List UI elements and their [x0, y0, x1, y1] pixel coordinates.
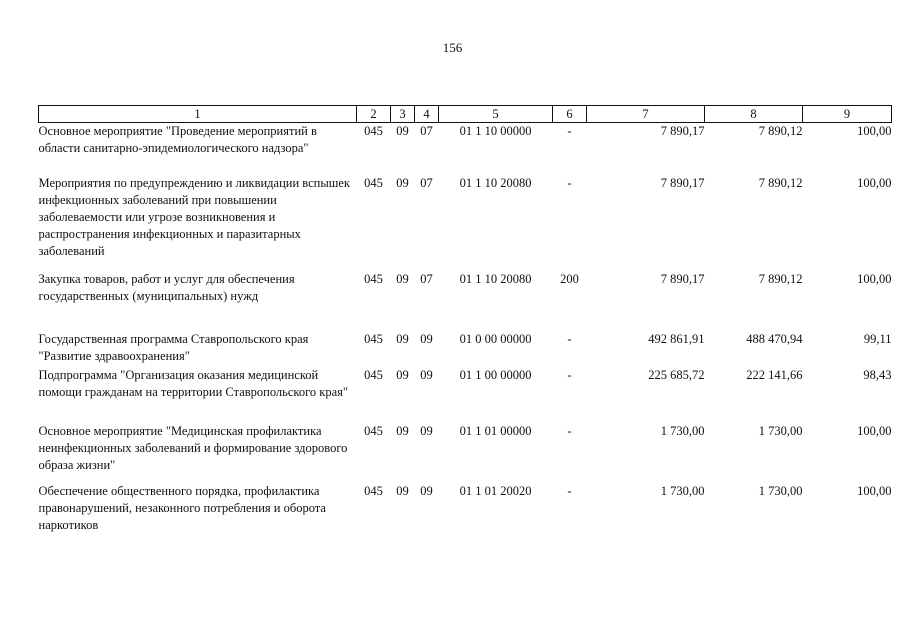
col-header-6: 6	[553, 106, 587, 123]
cell-col-3: 09	[396, 175, 409, 190]
cell-col-4: 07	[420, 175, 433, 190]
cell-col-8: 7 890,12	[758, 271, 803, 286]
cell-col-7: 7 890,17	[660, 124, 705, 138]
cell-col-8: 222 141,66	[746, 367, 803, 382]
table-row	[39, 423, 892, 483]
cell-col-9: 99,11	[863, 331, 892, 346]
cell-col-3: 09	[396, 331, 409, 346]
cell-col-7: 7 890,17	[660, 175, 705, 190]
cell-col-2: 045	[364, 367, 383, 382]
cell-col-5: 01 1 00 00000	[459, 367, 532, 382]
col-header-9: 9	[803, 106, 892, 123]
table-row	[39, 331, 892, 367]
col-header-1: 1	[39, 106, 357, 123]
cell-col-6: 200	[560, 271, 579, 286]
col-header-3: 3	[391, 106, 415, 123]
cell-col-7: 492 861,91	[648, 331, 705, 346]
cell-col-3: 09	[396, 483, 409, 498]
row-name: Мероприятия по предупреждению и ликвидации вспышек инфекционных заболеваний при повышении заболеваемости или угрозе возникновения и распространения инфекционных и паразитарных заболеваний	[38, 175, 350, 258]
cell-col-6: -	[567, 331, 572, 346]
cell-col-4: 09	[420, 483, 433, 498]
cell-col-2: 045	[364, 423, 383, 438]
cell-col-3: 09	[396, 124, 409, 138]
table-row	[39, 271, 892, 331]
col-header-5: 5	[439, 106, 553, 123]
cell-col-6: -	[567, 483, 572, 498]
row-name: Обеспечение общественного порядка, профилактика правонарушений, незаконного потребления и оборота наркотиков	[38, 483, 326, 532]
row-name: Основное мероприятие "Медицинская профилактика неинфекционных заболеваний и формирование здорового образа жизни"	[38, 423, 348, 472]
cell-col-3: 09	[396, 271, 409, 286]
table-row	[39, 483, 892, 539]
cell-col-9: 100,00	[857, 271, 892, 286]
header-row	[39, 106, 892, 123]
cell-col-4: 07	[420, 271, 433, 286]
budget-table	[38, 105, 892, 539]
cell-col-7: 1 730,00	[660, 423, 705, 438]
cell-col-6: -	[567, 423, 572, 438]
row-name: Подпрограмма "Организация оказания медицинской помощи гражданам на территории Ставропольского края"	[38, 367, 349, 399]
cell-col-8: 7 890,12	[758, 124, 803, 138]
cell-col-9: 100,00	[857, 483, 892, 498]
cell-col-6: -	[567, 367, 572, 382]
col-header-7: 7	[587, 106, 705, 123]
cell-col-4: 09	[420, 331, 433, 346]
cell-col-2: 045	[364, 271, 383, 286]
cell-col-4: 09	[420, 367, 433, 382]
cell-col-8: 1 730,00	[758, 483, 803, 498]
cell-col-9: 100,00	[857, 124, 892, 138]
cell-col-4: 09	[420, 423, 433, 438]
table-row	[39, 123, 892, 175]
row-name: Закупка товаров, работ и услуг для обеспечения государственных (муниципальных) нужд	[38, 271, 295, 303]
col-header-2: 2	[357, 106, 391, 123]
col-header-8: 8	[705, 106, 803, 123]
cell-col-6: -	[567, 175, 572, 190]
cell-col-8: 488 470,94	[746, 331, 803, 346]
cell-col-5: 01 1 01 00000	[459, 423, 532, 438]
cell-col-8: 1 730,00	[758, 423, 803, 438]
cell-col-9: 100,00	[857, 423, 892, 438]
cell-col-2: 045	[364, 331, 383, 346]
cell-col-4: 07	[420, 124, 433, 138]
cell-col-2: 045	[364, 175, 383, 190]
cell-col-8: 7 890,12	[758, 175, 803, 190]
cell-col-5: 01 1 01 20020	[459, 483, 532, 498]
row-name: Государственная программа Ставропольского края "Развитие здравоохранения"	[38, 331, 309, 363]
cell-col-5: 01 1 10 00000	[459, 124, 532, 138]
table-row	[39, 175, 892, 271]
cell-col-3: 09	[396, 367, 409, 382]
cell-col-5: 01 0 00 00000	[459, 331, 532, 346]
table-row	[39, 367, 892, 423]
cell-col-9: 98,43	[863, 367, 892, 382]
cell-col-5: 01 1 10 20080	[459, 175, 532, 190]
cell-col-6: -	[567, 124, 572, 138]
row-name: Основное мероприятие "Проведение мероприятий в области санитарно-эпидемиологического надзора"	[38, 124, 317, 155]
col-header-4: 4	[415, 106, 439, 123]
cell-col-3: 09	[396, 423, 409, 438]
cell-col-2: 045	[364, 483, 383, 498]
cell-col-7: 225 685,72	[648, 367, 705, 382]
cell-col-9: 100,00	[857, 175, 892, 190]
cell-col-7: 7 890,17	[660, 271, 705, 286]
page-number: 156	[442, 40, 463, 55]
cell-col-5: 01 1 10 20080	[459, 271, 532, 286]
cell-col-7: 1 730,00	[660, 483, 705, 498]
cell-col-2: 045	[364, 124, 383, 138]
